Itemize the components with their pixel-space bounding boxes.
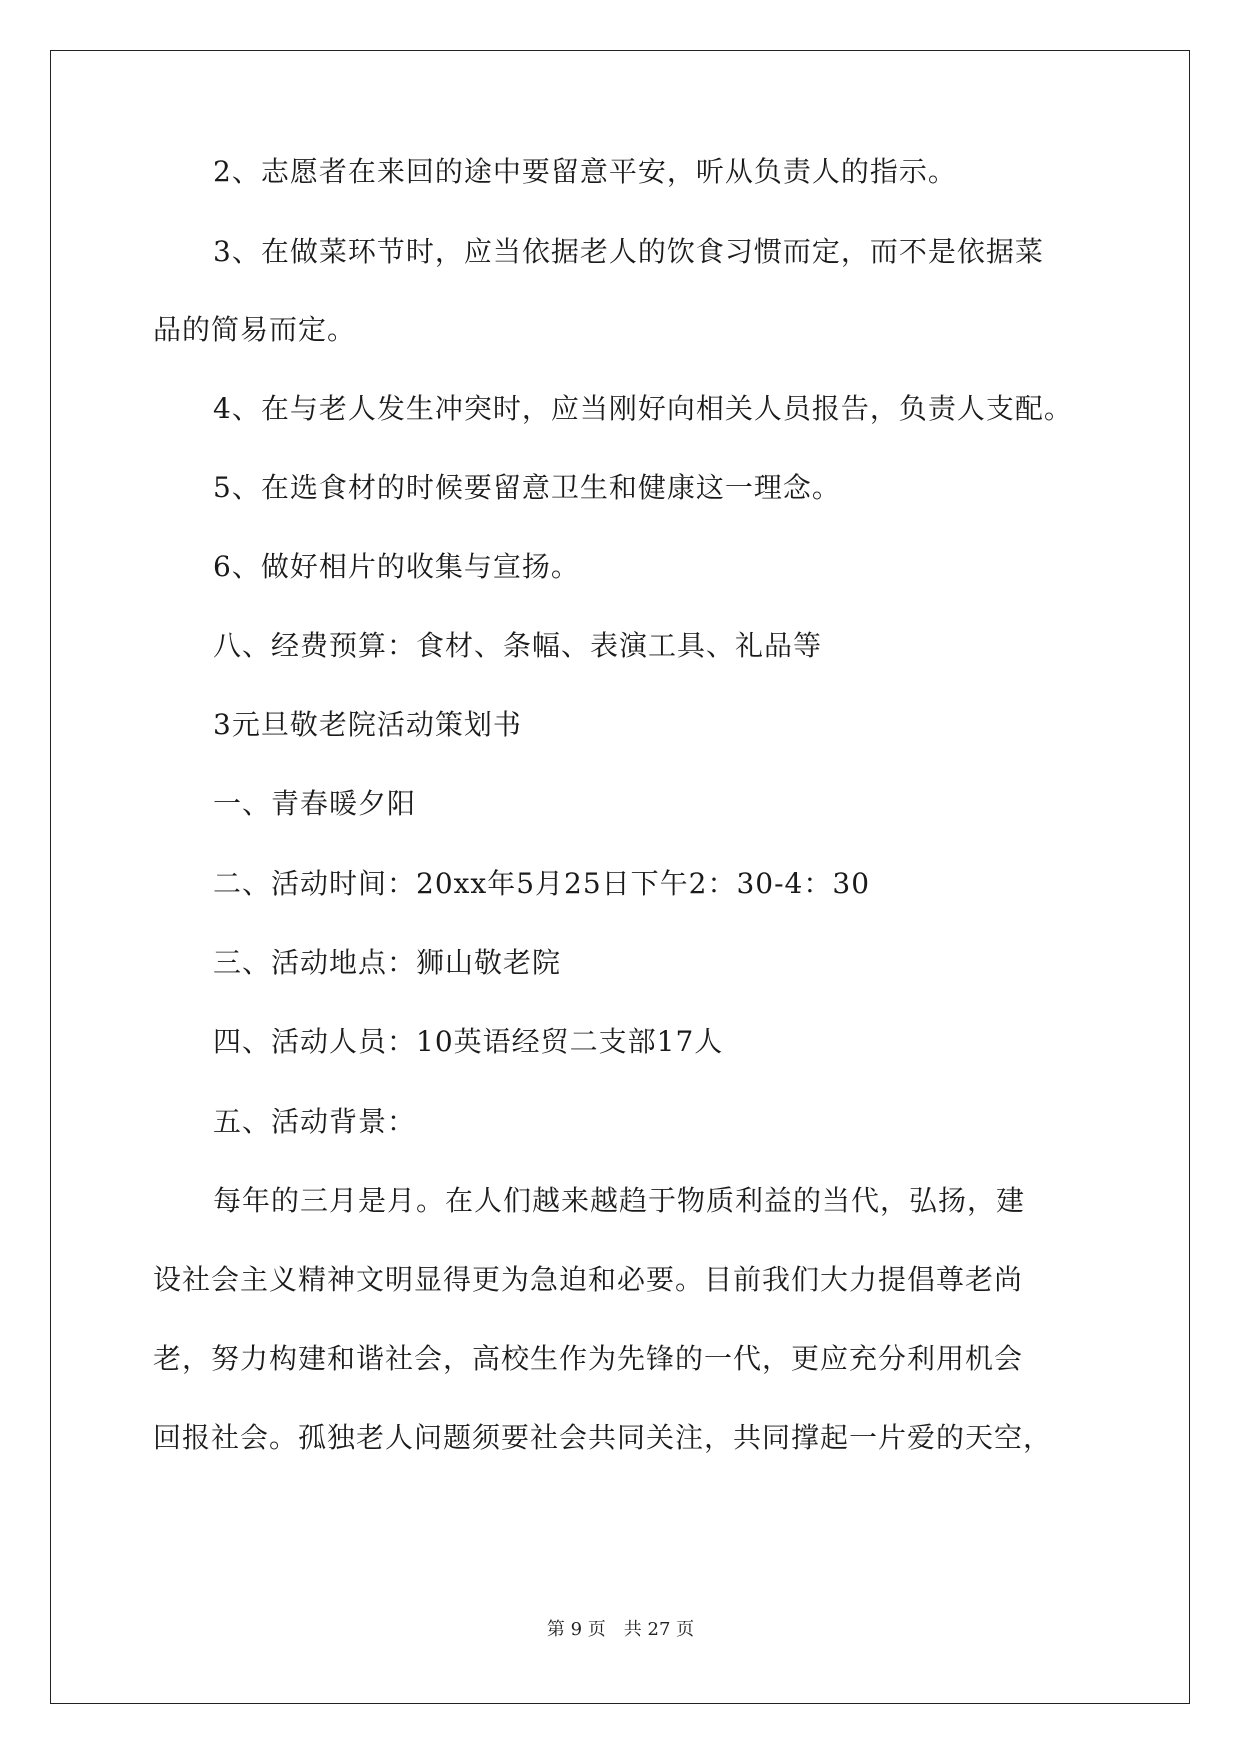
text-line: 三、活动地点：狮山敬老院 bbox=[213, 946, 562, 979]
text-line: 四、活动人员：10英语经贸二支部17人 bbox=[213, 1025, 724, 1058]
text-line: 品的简易而定。 bbox=[153, 313, 357, 346]
text-line: 八、经费预算：食材、条幅、表演工具、礼品等 bbox=[213, 629, 823, 662]
text-line: 二、活动时间：20xx年5月25日下午2：30-4：30 bbox=[213, 867, 871, 900]
page-total: 共 27 页 bbox=[623, 1619, 695, 1640]
text-line: 4、在与老人发生冲突时，应当刚好向相关人员报告，负责人支配。 bbox=[213, 392, 1073, 425]
text-line: 每年的三月是月。在人们越来越趋于物质利益的当代，弘扬，建 bbox=[213, 1184, 1026, 1217]
section-heading: 3元旦敬老院活动策划书 bbox=[213, 708, 522, 741]
text-line: 3、在做菜环节时，应当依据老人的饮食习惯而定，而不是依据菜 bbox=[213, 235, 1044, 268]
text-line: 五、活动背景： bbox=[213, 1105, 417, 1138]
text-line: 设社会主义精神文明显得更为急迫和必要。目前我们大力提倡尊老尚 bbox=[153, 1263, 1024, 1296]
text-line: 老，努力构建和谐社会，高校生作为先锋的一代，更应充分利用机会 bbox=[153, 1342, 1024, 1375]
text-line: 2、志愿者在来回的途中要留意平安，听从负责人的指示。 bbox=[213, 155, 957, 188]
page-footer bbox=[0, 1618, 1241, 1642]
text-line: 6、做好相片的收集与宣扬。 bbox=[213, 550, 580, 583]
page-number: 第 9 页 bbox=[546, 1619, 606, 1640]
text-line: 一、青春暖夕阳 bbox=[213, 787, 417, 820]
text-line: 5、在选食材的时候要留意卫生和健康这一理念。 bbox=[213, 471, 841, 504]
text-line: 回报社会。孤独老人问题须要社会共同关注，共同撑起一片爱的天空， bbox=[153, 1421, 1053, 1454]
